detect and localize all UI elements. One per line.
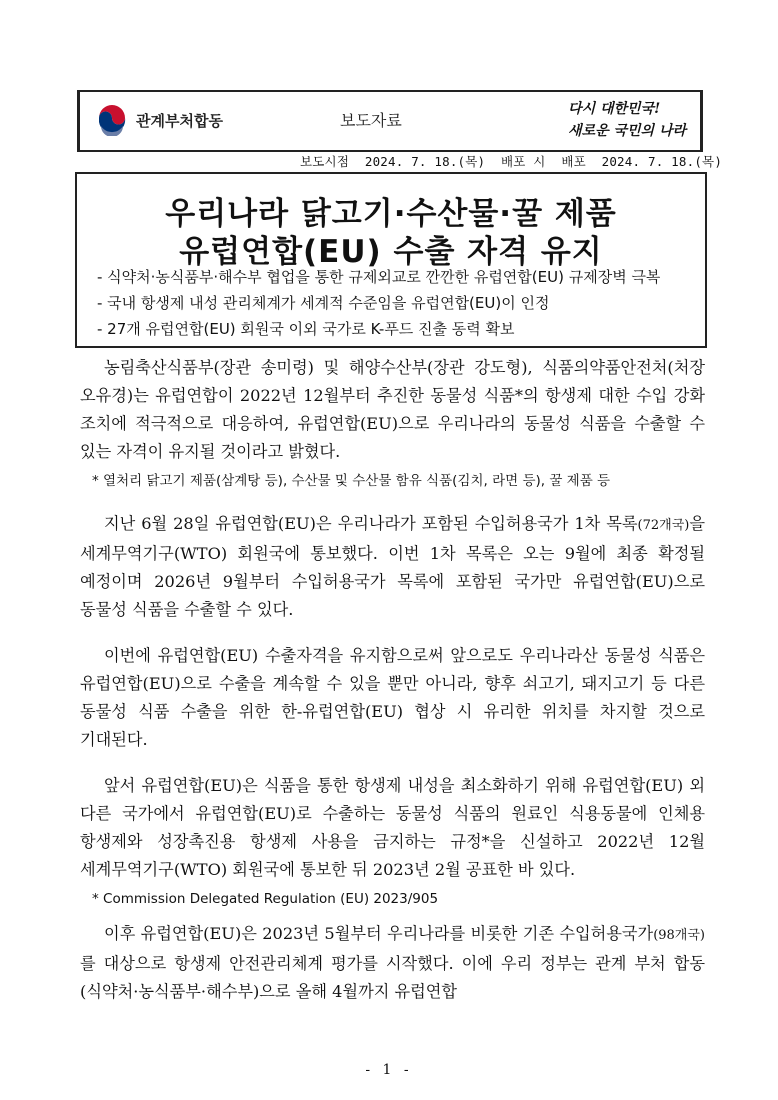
article-body bbox=[80, 354, 705, 1006]
slogan bbox=[568, 98, 686, 142]
sub-headlines bbox=[97, 264, 660, 342]
paragraph-3: 이번에 유럽연합(EU) 수출자격을 유지함으로써 앞으로도 우리나라산 동물성 식품은 유럽연합(EU)으로 수출을 계속할 수 있을 뿐만 아니라, 향후 쇠고기, 돼지고기 등 다른 동물성 식품 수출을 위한 한-유럽연합(EU) 협상 시 유리한 위치를 차지할 것으로 기대된다. bbox=[80, 646, 705, 749]
footnote-2: * Commission Delegated Regulation (EU) 2023/905 bbox=[92, 891, 439, 907]
paragraph-5-a: 이후 유럽연합(EU)은 2023년 5월부터 우리나라를 비롯한 기존 수입허용국가 bbox=[104, 924, 654, 943]
headline-box bbox=[75, 172, 707, 348]
slogan-line2: 새로운 국민의 나라 bbox=[568, 123, 686, 139]
headline-line2: 유럽연합(EU) 수출 자격 유지 bbox=[179, 234, 603, 270]
headline-line1: 우리나라 닭고기·수산물·꿀 제품 bbox=[165, 196, 617, 232]
slogan-line1: 다시 대한민국! bbox=[568, 101, 661, 117]
sub-headline-1: - 식약처·농식품부·해수부 협업을 통한 규제외교로 깐깐한 유럽연합(EU) 규제장벽 극복 bbox=[97, 268, 661, 286]
footnote-1: * 열처리 닭고기 제품(삼계탕 등), 수산물 및 수산물 함유 식품(김치, 라면 등), 꿀 제품 등 bbox=[92, 473, 611, 489]
header-box bbox=[77, 90, 703, 152]
org-name: 관계부처합동 bbox=[136, 111, 223, 130]
paragraph-4: 앞서 유럽연합(EU)은 식품을 통한 항생제 내성을 최소화하기 위해 유럽연합(EU) 외 다른 국가에서 유럽연합(EU)로 수출하는 동물성 식품의 원료인 식용동물에 인체용 항생제와 성장촉진용 항생제 사용을 금지하는 규정*을 신설하고 2022년 12월 세계무역기구(WTO) 회원국에 통보한 뒤 2023년 2월 공표한 바 있다. bbox=[80, 776, 705, 879]
taegeuk-icon bbox=[96, 104, 128, 136]
sub-headline-3: - 27개 유럽연합(EU) 회원국 이외 국가로 K-푸드 진출 동력 확보 bbox=[97, 320, 515, 338]
press-release-label: 보도자료 bbox=[340, 111, 402, 130]
paragraph-2-a: 지난 6월 28일 유럽연합(EU)은 우리나라가 포함된 수입허용국가 1차 목록 bbox=[104, 514, 638, 533]
release-label: 보도시점 bbox=[300, 154, 350, 169]
org-logo bbox=[96, 104, 223, 136]
paragraph-5-b: 를 대상으로 항생제 안전관리체계 평가를 시작했다. 이에 우리 정부는 관계 부처 합동(식약처·농식품부·해수부)으로 올해 4월까지 유럽연합 bbox=[80, 954, 705, 1001]
distribution-label: 배포 시 bbox=[501, 154, 546, 169]
release-date: 2024. 7. 18.(목) bbox=[364, 154, 486, 169]
paragraph-5 bbox=[80, 920, 705, 1006]
sub-headline-2: - 국내 항생제 내성 관리체계가 세계적 수준임을 유럽연합(EU)이 인정 bbox=[97, 294, 550, 312]
paragraph-1: 농림축산식품부(장관 송미령) 및 해양수산부(장관 강도형), 식품의약품안전처(처장 오유경)는 유럽연합이 2022년 12월부터 추진한 동물성 식품*의 항생제 대한 수입 강화 조치에 적극적으로 대응하여, 유럽연합(EU)으로 우리나라의 동물성 식품을 수출할 수 있는 자격이 유지될 것이라고 밝혔다. bbox=[80, 358, 705, 461]
paragraph-2-b: 을 세계무역기구(WTO) 회원국에 통보했다. 이번 1차 목록은 오는 9월에 최종 확정될 예정이며 2026년 9월부터 수입허용국가 목록에 포함된 국가만 유럽연합(EU)으로 동물성 식품을 수출할 수 있다. bbox=[80, 514, 705, 619]
paragraph-2-count: (72개국) bbox=[637, 518, 690, 533]
release-info bbox=[300, 152, 730, 170]
paragraph-2 bbox=[80, 510, 705, 624]
page-number: - 1 - bbox=[365, 1062, 413, 1078]
distribution-date: 2024. 7. 18.(목) bbox=[601, 154, 723, 169]
distribution-label-2: 배포 bbox=[561, 154, 586, 169]
paragraph-5-count: (98개국) bbox=[653, 928, 705, 943]
